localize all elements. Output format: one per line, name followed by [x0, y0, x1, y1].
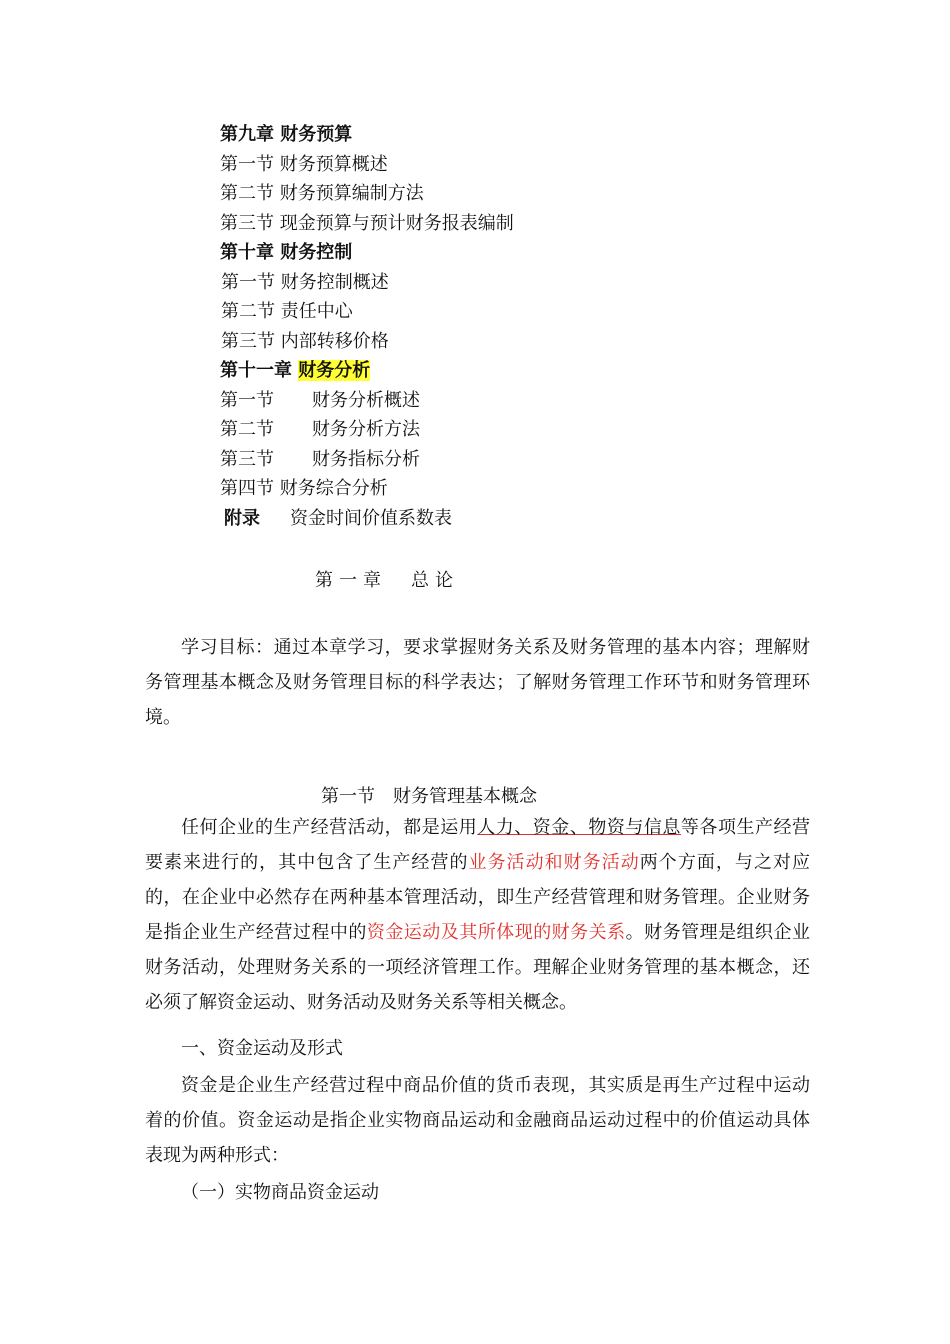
table-of-contents — [220, 120, 514, 533]
toc-ch9-section-3: 第三节 现金预算与预计财务报表编制 — [220, 212, 514, 234]
toc-ch9-section-1: 第一节 财务预算概述 — [220, 153, 388, 175]
appendix-label: 附录 — [224, 507, 260, 529]
appendix-title: 资金时间价值系数表 — [290, 507, 452, 529]
toc-chapter-10: 第十章 财务控制 — [220, 242, 353, 263]
toc-section-title: 财务分析概述 — [312, 389, 420, 411]
toc-ch10-section-2: 第二节 责任中心 — [221, 301, 353, 322]
toc-ch9-section-2: 第二节 财务预算编制方法 — [220, 183, 424, 204]
toc-ch11-highlight: 财务分析 — [298, 360, 371, 381]
p1-text-b: 等各项生产经营要素来进行的，其中包含了生产经营的 — [145, 817, 811, 873]
heading-funds-movement: 一、资金运动及形式 — [181, 1038, 343, 1059]
p1-text-a: 任何企业的生产经营活动，都是运用 — [181, 817, 478, 838]
section-title: 第一节 财务管理基本概念 — [321, 786, 537, 807]
toc-section-number: 第二节 — [220, 419, 274, 440]
toc-chapter-11 — [220, 356, 514, 386]
toc-ch11-section-1 — [220, 386, 514, 416]
chapter-title: 第一章 总论 — [315, 570, 459, 591]
toc-appendix — [220, 504, 514, 534]
intro-paragraph — [145, 810, 810, 1020]
p1-underlined: 人力、资金、物资与信息 — [477, 817, 681, 838]
toc-ch11-section-2 — [220, 415, 514, 445]
toc-section-number: 第一节 — [220, 389, 274, 411]
toc-section-number: 第三节 — [220, 448, 274, 470]
toc-chapter-9: 第九章 财务预算 — [220, 124, 353, 145]
heading-physical-goods: （一）实物商品资金运动 — [181, 1182, 379, 1203]
p1-red-1: 业务活动和财务活动 — [468, 852, 640, 873]
toc-ch11-section-4: 第四节 财务综合分析 — [220, 478, 388, 499]
p1-text-d: 。财务管理是组织企业财务活动，处理财务关系的一项经济管理工作。理解企业财务管理的基本概念，还必须了解资金运动、财务活动及财务关系等相关概念。 — [145, 922, 811, 1013]
toc-section-title: 财务指标分析 — [312, 448, 420, 470]
toc-section-title: 财务分析方法 — [312, 419, 420, 440]
toc-ch10-section-3: 第三节 内部转移价格 — [221, 330, 389, 352]
learning-objectives: 学习目标：通过本章学习，要求掌握财务关系及财务管理的基本内容；理解财务管理基本概念及财务管理目标的科学表达；了解财务管理工作环节和财务管理环境。 — [145, 637, 810, 728]
funds-paragraph: 资金是企业生产经营过程中商品价值的货币表现，其实质是再生产过程中运动着的价值。资金运动是指企业实物商品运动和金融商品运动过程中的价值运动具体表现为两种形式： — [145, 1075, 810, 1166]
toc-ch11-section-3 — [220, 445, 514, 475]
p1-text-c: 两个方面，与之对应的，在企业中必然存在两种基本管理活动，即生产经营管理和财务管理。企业财务是指企业生产经营过程中的 — [145, 852, 811, 943]
toc-ch11-prefix: 第十一章 — [220, 360, 299, 381]
toc-ch10-section-1: 第一节 财务控制概述 — [221, 271, 389, 293]
p1-red-2: 资金运动及其所体现的财务关系 — [366, 922, 626, 943]
